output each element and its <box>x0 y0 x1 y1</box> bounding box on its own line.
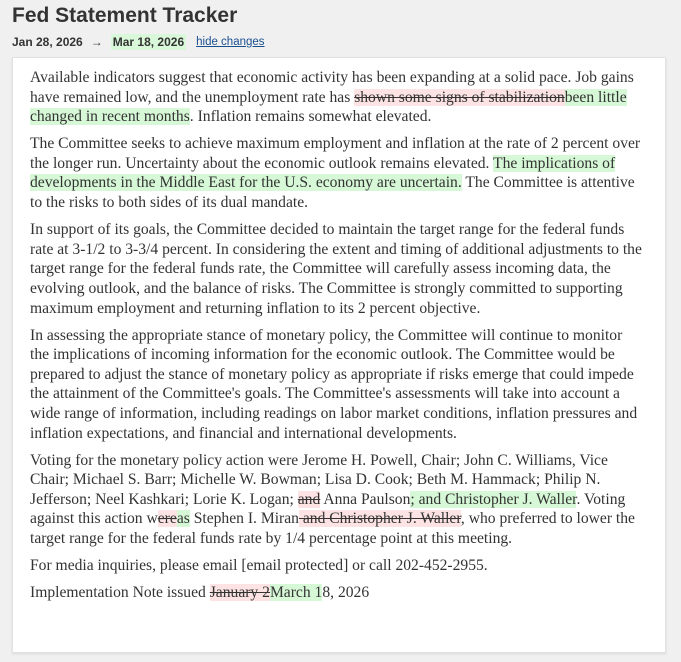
unchanged-text: Implementation Note issued <box>30 584 210 602</box>
unchanged-text: Voting for the monetary policy action were Jerome H. Powell, Chair; John C. Williams, Vice Chair; Michael S. Barr; Michelle W. Bowman; Lisa D. Cook; Beth M. Hammack; Philip N. Jefferson; Neel Kashkari; Lorie K. Logan; <box>30 451 608 508</box>
statement-paragraph <box>30 68 643 127</box>
unchanged-text: Anna Paulson <box>320 490 411 508</box>
unchanged-text: The Committee is attentive to the risks to both sides of its dual mandate. <box>30 174 635 212</box>
inserted-text: March 1 <box>269 584 323 602</box>
page-title: Fed Statement Tracker <box>12 4 238 27</box>
deleted-text: ere <box>157 510 177 528</box>
inserted-text: ; and Christopher J. Waller <box>410 490 577 508</box>
date-comparison <box>12 34 669 50</box>
unchanged-text: In support of its goals, the Committee decided to maintain the target range for the federal funds rate at 3-1/2 to 3-3/4 percent. In considering the extent and timing of additional adjustments to the target range for the federal funds rate, the Committee will carefully assess incoming data, the evolving outlook, and the balance of risks. The Committee is strongly committed to supporting maximum employment and returning inflation to its 2 percent objective. <box>30 221 642 317</box>
from-date: Jan 28, 2026 <box>12 35 83 49</box>
unchanged-text: Stephen I. Miran <box>189 510 299 528</box>
statement-paragraph <box>30 326 643 444</box>
unchanged-text: Available indicators suggest that economic activity has been expanding at a solid pace. Job gains have remained low, and the unemployment rate has <box>30 69 634 106</box>
unchanged-text: In assessing the appropriate stance of monetary policy, the Committee will continue to monitor the implications of incoming information for the economic outlook. The Committee would be prepared to adjust the stance of monetary policy as appropriate if risks emerge that could impede the attainment of the Committee's goals. The Committee's assessments will take into account a wide range of information, including readings on labor market conditions, inflation pressures and inflation expectations, and financial and international developments. <box>30 326 638 442</box>
deleted-text: January 2 <box>209 584 270 602</box>
unchanged-text: For media inquiries, please email [email protected] or call 202-452-2955. <box>30 557 488 575</box>
statement-paragraph <box>30 134 643 212</box>
statement-diff-card <box>12 57 666 653</box>
statement-paragraph <box>30 583 643 603</box>
inserted-text: as <box>176 510 190 528</box>
unchanged-text: . Inflation remains somewhat elevated. <box>189 108 432 126</box>
unchanged-text: , who preferred to lower the target range for the federal funds rate by 1/4 percentage point at this meeting. <box>30 510 635 548</box>
statement-paragraph <box>30 220 643 318</box>
to-date: Mar 18, 2026 <box>112 35 185 49</box>
unchanged-text: 8, 2026 <box>322 584 370 602</box>
header <box>0 0 681 50</box>
hide-changes-link[interactable]: hide changes <box>196 36 265 48</box>
inserted-text: been little changed in recent months <box>30 88 627 126</box>
deleted-text: and <box>297 490 321 508</box>
deleted-text: and Christopher J. Waller <box>298 510 461 528</box>
deleted-text: shown some signs of stabilization <box>354 88 565 106</box>
statement-paragraph <box>30 451 643 549</box>
arrow-right-icon: → <box>90 35 103 49</box>
statement-paragraph <box>30 556 643 576</box>
unchanged-text: . Voting against this action w <box>30 490 626 528</box>
unchanged-text: The Committee seeks to achieve maximum employment and inflation at the rate of 2 percent over the longer run. Uncertainty about the economic outlook remains elevated. <box>30 135 641 172</box>
inserted-text: The implications of developments in the Middle East for the U.S. economy are uncertain. <box>30 154 616 192</box>
